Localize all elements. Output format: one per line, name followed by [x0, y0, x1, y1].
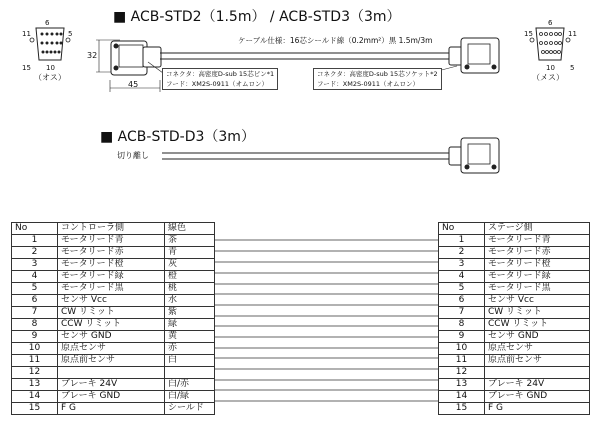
section-title-std-d3: ■ ACB-STD-D3（3m） — [100, 129, 255, 145]
right-callout-hood: フード：XM2S-0911（オムロン） — [317, 80, 420, 88]
table-row: 6 センサ Vcc — [439, 295, 590, 307]
header-stage-side: ステージ側 — [485, 223, 590, 235]
right-connector-face — [530, 28, 570, 60]
header-controller-side: コントローラ側 — [58, 223, 165, 235]
header-no: No — [12, 223, 58, 235]
stage-pin-table — [438, 222, 590, 415]
table-row: 13 ブレーキ 24V — [439, 379, 590, 391]
left-connector-face — [30, 28, 73, 60]
table-row: 14 ブレーキ GND — [439, 391, 590, 403]
left-pin-15-label: 15 — [22, 64, 31, 72]
left-pin-6-label: 6 — [45, 19, 50, 27]
table-header — [439, 223, 590, 235]
table-row: 11 原点前センサ — [439, 355, 590, 367]
table-row: 1 モータリード青 茶 — [12, 235, 215, 247]
table-row: 5 モータリード黒 桃 — [12, 283, 215, 295]
cut-label: 切り離し — [117, 151, 149, 160]
table-row: 13 ブレーキ 24V 白/赤 — [12, 379, 215, 391]
table-row: 3 モータリード橙 — [439, 259, 590, 271]
left-connector-caption: （オス） — [34, 73, 66, 82]
right-pin-6-label: 6 — [548, 19, 553, 27]
bottom-dsub-hood — [449, 138, 499, 173]
table-row: 9 センサ GND 黄 — [12, 331, 215, 343]
table-row: 5 モータリード黒 — [439, 283, 590, 295]
right-pin-11-label: 11 — [568, 30, 577, 38]
table-row: 15 F G — [439, 403, 590, 415]
left-pin-10-label: 10 — [46, 64, 55, 72]
left-dsub-hood — [111, 41, 161, 75]
right-callout-connector: コネクタ：高密度D-sub 15芯ソケット*2 — [317, 70, 438, 78]
bottom-cable — [162, 153, 455, 159]
table-row: 8 CCW リミット — [439, 319, 590, 331]
table-row: 3 モータリード橙 灰 — [12, 259, 215, 271]
left-callout-hood: フード：XM2S-0911（オムロン） — [166, 80, 269, 88]
right-connector-callout — [313, 68, 442, 90]
right-connector-caption: （メス） — [532, 73, 564, 82]
table-row: 2 モータリード赤 — [439, 247, 590, 259]
left-connector-callout — [162, 68, 278, 90]
section-title-std2-std3: ■ ACB-STD2（1.5m） / ACB-STD3（3m） — [113, 9, 401, 25]
table-row: 6 センサ Vcc 水 — [12, 295, 215, 307]
table-row: 7 CW リミット 紫 — [12, 307, 215, 319]
dimension-width: 45 — [128, 80, 139, 89]
header-wire-color: 線色 — [165, 223, 215, 235]
right-pin-5-label: 5 — [570, 64, 575, 72]
table-row: 10 原点センサ — [439, 343, 590, 355]
table-header — [12, 223, 215, 235]
table-row: 9 センサ GND — [439, 331, 590, 343]
left-pin-11-label: 11 — [22, 30, 31, 38]
header-no: No — [439, 223, 485, 235]
table-row: 14 ブレーキ GND 白/緑 — [12, 391, 215, 403]
table-row: 8 CCW リミット 緑 — [12, 319, 215, 331]
table-row: 7 CW リミット — [439, 307, 590, 319]
table-row: 12 — [439, 367, 590, 379]
controller-pin-table — [11, 222, 215, 415]
table-row: 10 原点センサ 赤 — [12, 343, 215, 355]
wiring-lines — [214, 240, 438, 401]
left-pin-5-label: 5 — [68, 30, 73, 38]
cable-spec: ケーブル仕様：16芯シールド線（0.2mm²）黒 1.5m/3m — [238, 36, 433, 45]
right-pin-15-label: 15 — [524, 30, 533, 38]
table-row: 4 モータリード緑 橙 — [12, 271, 215, 283]
table-row: 11 原点前センサ 白 — [12, 355, 215, 367]
top-cable — [160, 53, 455, 59]
table-row: 12 — [12, 367, 215, 379]
table-row: 1 モータリード青 — [439, 235, 590, 247]
table-row: 2 モータリード赤 青 — [12, 247, 215, 259]
left-callout-connector: コネクタ：高密度D-sub 15芯ピン*1 — [166, 70, 275, 78]
right-dsub-hood — [449, 38, 499, 73]
table-row: 4 モータリード緑 — [439, 271, 590, 283]
table-row: 15 F G シールド — [12, 403, 215, 415]
dimension-height: 32 — [87, 51, 98, 60]
right-pin-10-label: 10 — [546, 64, 555, 72]
